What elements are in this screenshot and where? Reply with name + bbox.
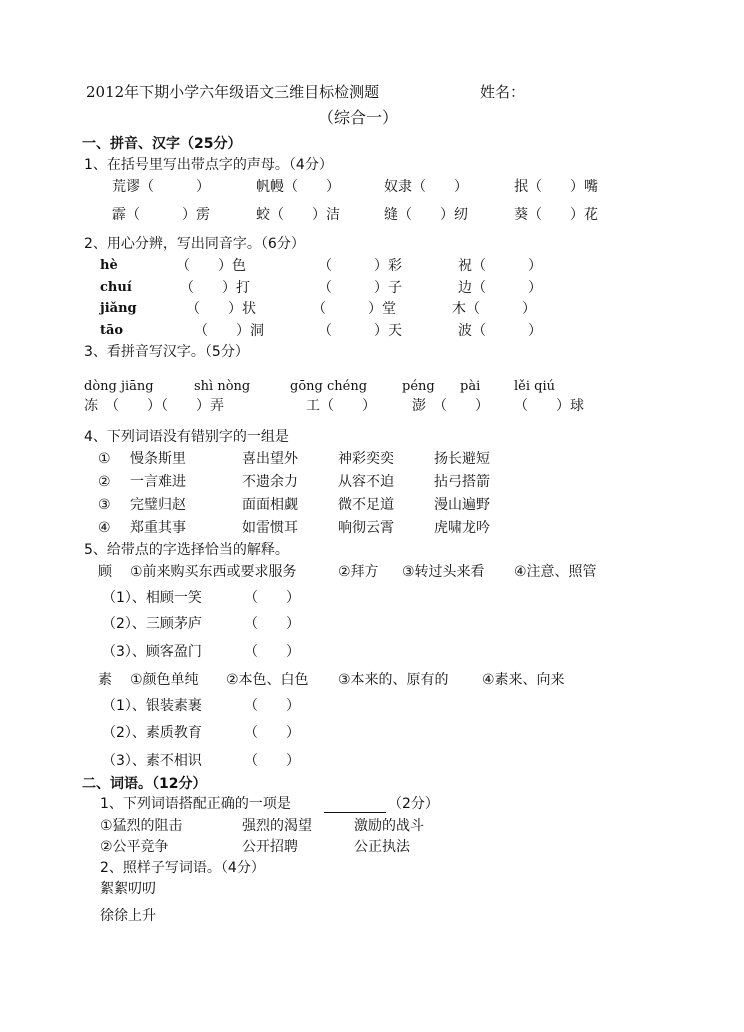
q3-blank: 澎 （ ） [412, 398, 489, 414]
q4-word: 从容不迫 [338, 474, 394, 490]
q2-pinyin: hè [100, 258, 118, 273]
s2-q1-option: 激励的战斗 [354, 818, 424, 834]
q5-char-su: 素 [98, 672, 112, 688]
q4-option-number: ② [98, 474, 111, 490]
q5-meaning: ②拜方 [338, 564, 379, 580]
q1-item: 霹（ ）雳 [112, 207, 210, 223]
q2-blank: （ ）子 [318, 280, 402, 296]
q2-blank: （ ）堂 [312, 301, 396, 317]
q2-blank: 木（ ） [452, 301, 536, 317]
question-2-prompt: 2、用心分辨，写出同音字。（6分） [84, 236, 305, 252]
q3-pinyin: pài [460, 379, 481, 394]
q5-item: （1）、相顾一笑 [102, 590, 202, 606]
q5-answer-paren: （ ） [244, 616, 300, 632]
q2-blank: （ ）洞 [194, 323, 264, 339]
q4-word: 面面相觑 [242, 497, 298, 513]
q1-item: 蛟（ ）洁 [256, 207, 340, 223]
q3-pinyin: dòng jiāng [84, 379, 154, 394]
q4-word: 如雷惯耳 [242, 520, 298, 536]
q2-blank: （ ）色 [176, 258, 246, 274]
name-label: 姓名： [480, 83, 526, 101]
q3-pinyin: gōng chéng [290, 379, 368, 394]
page-title: 2012年下期小学六年级语文三维目标检测题 [86, 83, 380, 101]
q4-word: 神彩奕奕 [338, 451, 394, 467]
q5-char-gu: 顾 [98, 564, 112, 580]
q1-item: 奴隶（ ） [384, 179, 468, 195]
s2-question-1-points: （2分） [388, 796, 439, 812]
q4-word: 微不足道 [338, 497, 394, 513]
q3-blank: 冻 （ ）（ ）弄 [84, 398, 224, 414]
q2-pinyin: jiǎng [100, 301, 137, 316]
q4-word: 漫山遍野 [434, 497, 490, 513]
s2-q2-example: 絮絮叨叨 [100, 881, 156, 897]
q2-blank: （ ）天 [318, 323, 402, 339]
q1-item: 抿（ ）嘴 [514, 179, 598, 195]
q5-item: （3）、顾客盈门 [102, 644, 202, 660]
q2-blank: 边（ ） [458, 280, 542, 296]
section-heading-2: 二、词语。（12分） [82, 776, 207, 792]
q3-pinyin: shì nòng [194, 379, 251, 394]
s2-q1-option: ①猛烈的阻击 [100, 818, 183, 834]
q5-meaning: ①颜色单纯 [130, 672, 199, 688]
q4-word: 响彻云霄 [338, 520, 394, 536]
q2-blank: （ ）彩 [318, 258, 402, 274]
q1-item: 缝（ ）纫 [384, 207, 468, 223]
question-4-prompt: 4、下列词语没有错别字的一组是 [84, 429, 289, 445]
q5-meaning: ③转过头来看 [402, 564, 485, 580]
q2-pinyin: tāo [100, 323, 124, 338]
q1-item: 葵（ ）花 [514, 207, 598, 223]
q4-word: 虎啸龙吟 [434, 520, 490, 536]
q2-pinyin: chuí [100, 280, 132, 295]
q5-item: （1）、银装素裹 [102, 698, 202, 714]
q5-meaning: ①前来购买东西或要求服务 [130, 564, 297, 580]
page-subtitle: （综合一） [318, 108, 399, 127]
s2-q1-option: 公正执法 [354, 839, 410, 855]
q4-word: 一言难进 [130, 474, 186, 490]
q5-meaning: ③本来的、原有的 [338, 672, 449, 688]
q5-item: （2）、三顾茅庐 [102, 616, 202, 632]
q3-blank: 工（ ） [306, 398, 376, 414]
question-5-prompt: 5、给带点的字选择恰当的解释。 [84, 542, 289, 558]
q5-meaning: ④注意、照管 [514, 564, 597, 580]
q4-word: 喜出望外 [242, 451, 298, 467]
q4-option-number: ① [98, 451, 111, 467]
q4-word: 完璧归赵 [130, 497, 186, 513]
q2-blank: （ ）打 [180, 280, 250, 296]
q4-word: 扬长避短 [434, 451, 490, 467]
s2-question-2-prompt: 2、照样子写词语。（4分） [100, 860, 265, 876]
q5-item: （2）、素质教育 [102, 725, 202, 741]
answer-blank-line [324, 812, 386, 813]
question-3-prompt: 3、看拼音写汉字。（5分） [84, 344, 249, 360]
q4-option-number: ④ [98, 520, 111, 536]
s2-question-1-prompt: 1、下列词语搭配正确的一项是 [100, 796, 291, 812]
q3-pinyin: lěi qiú [514, 379, 555, 394]
q2-blank: （ ）状 [186, 301, 256, 317]
q4-option-number: ③ [98, 497, 111, 513]
q1-item: 帆幔（ ） [256, 179, 340, 195]
q5-answer-paren: （ ） [244, 590, 300, 606]
q4-word: 郑重其事 [130, 520, 186, 536]
q4-word: 慢条斯里 [130, 451, 186, 467]
question-1-prompt: 1、在括号里写出带点字的声母。（4分） [84, 157, 333, 173]
q5-answer-paren: （ ） [244, 698, 300, 714]
q5-meaning: ④素来、向来 [482, 672, 565, 688]
q5-answer-paren: （ ） [244, 725, 300, 741]
q2-blank: 祝（ ） [458, 258, 542, 274]
q5-meaning: ②本色、白色 [226, 672, 309, 688]
q2-blank: 波（ ） [458, 323, 542, 339]
section-heading-1: 一、拼音、汉字（25分） [82, 136, 242, 152]
q5-answer-paren: （ ） [244, 753, 300, 769]
q3-blank: （ ）球 [514, 398, 584, 414]
q3-pinyin: péng [402, 379, 435, 394]
s2-q2-example: 徐徐上升 [100, 908, 156, 924]
q5-item: （3）、素不相识 [102, 753, 202, 769]
s2-q1-option: ②公平竞争 [100, 839, 169, 855]
q4-word: 不遗余力 [242, 474, 298, 490]
q5-answer-paren: （ ） [244, 644, 300, 660]
s2-q1-option: 公开招聘 [242, 839, 298, 855]
q4-word: 拈弓搭箭 [434, 474, 490, 490]
q1-item: 荒谬（ ） [112, 179, 210, 195]
s2-q1-option: 强烈的渴望 [242, 818, 312, 834]
